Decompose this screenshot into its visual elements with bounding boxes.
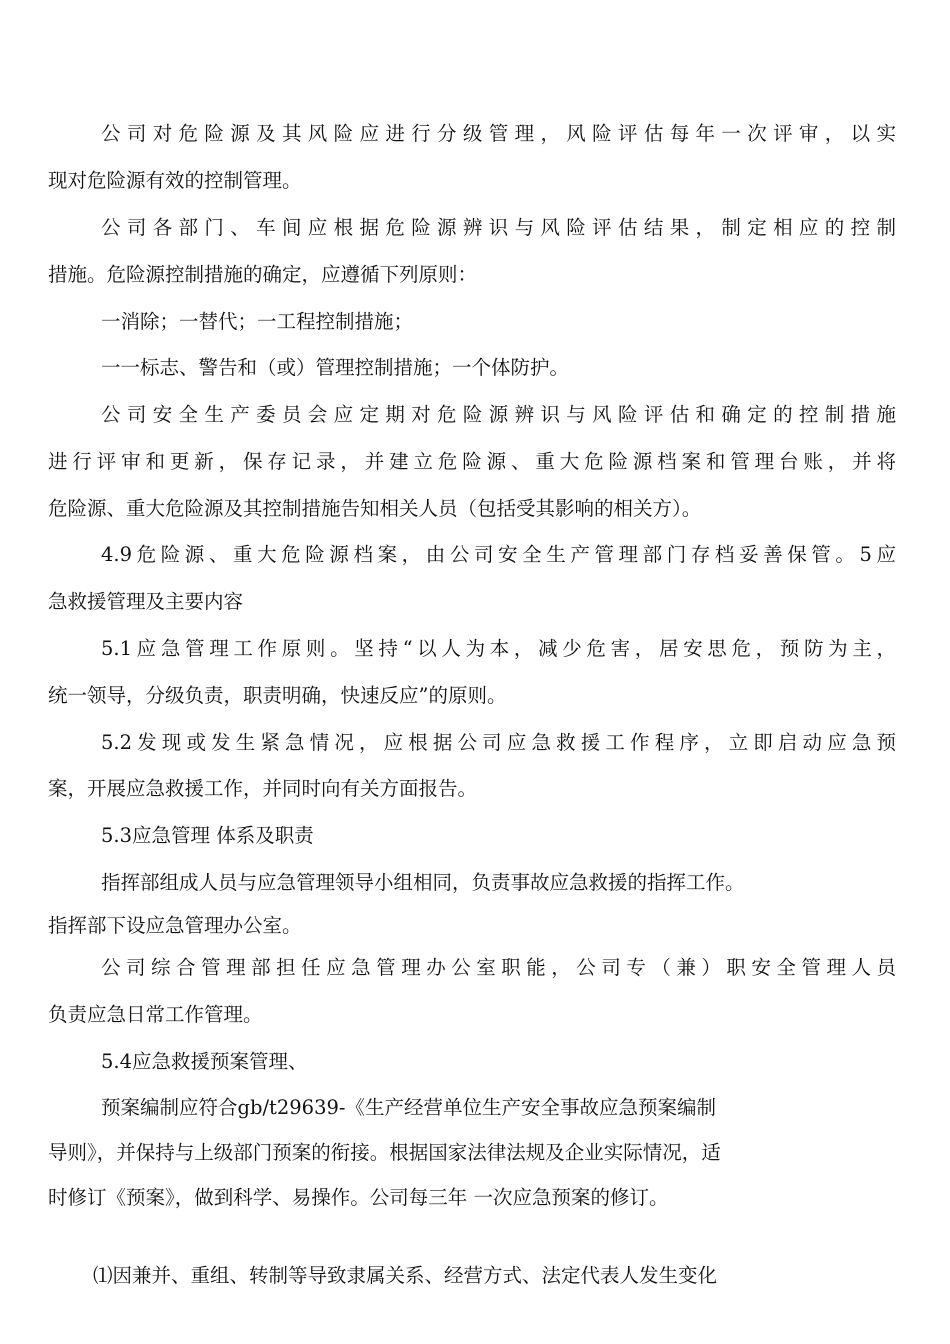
paragraph-line: 一消除；一替代；一工程控制措施； xyxy=(101,310,414,333)
paragraph-line: 指挥部组成人员与应急管理领导小组相同，负责事故应急救援的指挥工作。 xyxy=(101,871,745,894)
paragraph-line: 案，开展应急救援工作，并同时向有关方面报告。 xyxy=(48,777,478,800)
paragraph-line: 5.2发现或发生紧急情况，应根据公司应急救援工作程序，立即启动应急预 xyxy=(101,731,896,754)
paragraph-line: 一一标志、警告和（或）管理控制措施；一个体防护。 xyxy=(101,356,570,379)
paragraph-line: 指挥部下设应急管理办公室。 xyxy=(48,914,302,937)
paragraph-line: 公司安全生产委员会应定期对危险源辨识与风险评估和确定的控制措施 xyxy=(101,403,896,426)
paragraph-line: 预案编制应符合gb/t29639-《生产经营单位生产安全事故应急预案编制 xyxy=(101,1096,716,1119)
paragraph-line: 进行评审和更新，保存记录，并建立危险源、重大危险源档案和管理台账，并将 xyxy=(48,450,896,473)
paragraph-line: 措施。危险源控制措施的确定，应遵循下列原则： xyxy=(48,263,478,286)
paragraph-line: 统一领导，分级负责，职责明确，快速反应”的原则。 xyxy=(48,684,507,707)
paragraph-line: 急救援管理及主要内容 xyxy=(48,590,244,613)
paragraph-line: 现对危险源有效的控制管理。 xyxy=(48,169,302,192)
section-heading: 5.3应急管理 体系及职责 xyxy=(101,824,314,847)
paragraph-line: 时修订《预案》，做到科学、易操作。公司每三年 一次应急预案的修订。 xyxy=(48,1186,669,1209)
paragraph-line: 5.1应急管理工作原则。坚持“以人为本，减少危害，居安思危，预防为主， xyxy=(101,637,896,660)
paragraph-line: 公司各部门、车间应根据危险源辨识与风险评估结果，制定相应的控制 xyxy=(101,216,896,239)
list-item: ⑴因兼并、重组、转制等导致隶属关系、经营方式、法定代表人发生变化 xyxy=(93,1264,718,1287)
section-heading: 5.4应急救援预案管理、 xyxy=(101,1050,308,1073)
paragraph-line: 危险源、重大危险源及其控制措施告知相关人员（包括受其影响的相关方）。 xyxy=(48,497,702,520)
paragraph-line: 公司对危险源及其风险应进行分级管理，风险评估每年一次评审，以实 xyxy=(101,122,896,145)
paragraph-line: 公司综合管理部担任应急管理办公室职能，公司专（兼）职安全管理人员 xyxy=(101,956,896,979)
paragraph-line: 导则》，并保持与上级部门预案的衔接。根据国家法律法规及企业实际情况，适 xyxy=(48,1141,721,1164)
paragraph-line: 负责应急日常工作管理。 xyxy=(48,1003,263,1026)
paragraph-line: 4.9危险源、重大危险源档案，由公司安全生产管理部门存档妥善保管。5应 xyxy=(101,543,896,566)
